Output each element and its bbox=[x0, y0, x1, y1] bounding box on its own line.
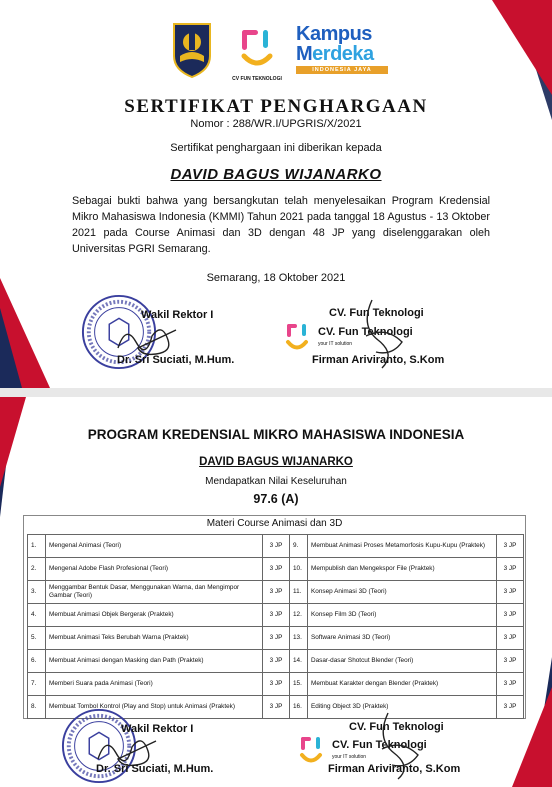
overall-score: 97.6 (A) bbox=[253, 492, 299, 506]
course-hours: 3 JP bbox=[497, 535, 524, 558]
kampus-merdeka-line1: Kampus bbox=[296, 23, 372, 45]
signatory-right-title: CV. Fun Teknologi bbox=[329, 307, 424, 319]
course-hours: 3 JP bbox=[263, 558, 290, 581]
course-materials-title: Materi Course Animasi dan 3D bbox=[206, 518, 343, 529]
certificate-page-back bbox=[0, 397, 552, 787]
kampus-merdeka-line2 bbox=[296, 44, 396, 64]
course-topic: Membuat Tombol Kontrol (Play and Stop) untuk Animasi (Praktek) bbox=[46, 696, 263, 719]
certificate-intro: Sertifikat penghargaan ini diberikan kepada bbox=[170, 142, 382, 154]
signatory-left-name: Dr. Sri Suciati, M.Hum. bbox=[117, 354, 235, 366]
row-number: 5. bbox=[28, 627, 46, 650]
course-hours: 3 JP bbox=[263, 535, 290, 558]
course-hours: 3 JP bbox=[263, 696, 290, 719]
course-topic: Software Animasi 3D (Teori) bbox=[308, 627, 497, 650]
course-materials-table-body bbox=[28, 535, 524, 719]
course-topic: Konsep Animasi 3D (Teori) bbox=[308, 581, 497, 604]
kampus-merdeka-logo bbox=[296, 24, 396, 80]
row-number: 16. bbox=[290, 696, 308, 719]
table-row bbox=[28, 604, 524, 627]
corner-decoration-top-left-red bbox=[0, 397, 26, 487]
fun-teknologi-caption: CV FUN TEKNOLOGI bbox=[232, 76, 282, 82]
row-number: 9. bbox=[290, 535, 308, 558]
fun-stamp-name: CV. Fun Teknologi bbox=[318, 326, 413, 338]
table-row bbox=[28, 627, 524, 650]
header-logos bbox=[170, 20, 410, 85]
table-row bbox=[28, 535, 524, 558]
row-number: 14. bbox=[290, 650, 308, 673]
certificate-page-front bbox=[0, 0, 552, 388]
fun-teknologi-stamp-icon bbox=[282, 322, 312, 356]
table-row bbox=[28, 650, 524, 673]
kampus-merdeka-letter-m: M bbox=[296, 43, 313, 65]
row-number: 3. bbox=[28, 581, 46, 604]
course-topic: Mengenal Animasi (Teori) bbox=[46, 535, 263, 558]
course-hours: 3 JP bbox=[263, 650, 290, 673]
row-number: 10. bbox=[290, 558, 308, 581]
kampus-merdeka-rest: erdeka bbox=[312, 43, 374, 65]
corner-decoration-bottom-left-navy bbox=[0, 308, 22, 388]
fun-stamp-name-back: CV. Fun Teknologi bbox=[332, 739, 427, 751]
signatory-right-name: Firman Ariviranto, S.Kom bbox=[312, 354, 445, 366]
row-number: 4. bbox=[28, 604, 46, 627]
row-number: 13. bbox=[290, 627, 308, 650]
course-hours: 3 JP bbox=[263, 581, 290, 604]
certificate-body: Sebagai bukti bahwa yang bersangkutan telah menyelesaikan Program Kredensial Mikro Mahasiswa Indonesia (KMMI) Tahun 2021 pada tanggal 18 Agustus - 13 Oktober 2021 pada Course Animasi dan 3D dengan 48 JP yang diselenggarakan oleh Universitas PGRI Semarang. bbox=[72, 195, 490, 255]
course-topic: Memberi Suara pada Animasi (Teori) bbox=[46, 673, 263, 696]
row-number: 2. bbox=[28, 558, 46, 581]
row-number: 7. bbox=[28, 673, 46, 696]
signatory-left-title-back: Wakil Rektor I bbox=[121, 723, 194, 735]
row-number: 15. bbox=[290, 673, 308, 696]
certificate-number: Nomor : 288/WR.I/UPGRIS/X/2021 bbox=[190, 118, 362, 130]
course-topic: Membuat Animasi dengan Masking dan Path (Praktek) bbox=[46, 650, 263, 673]
program-title: PROGRAM KREDENSIAL MIKRO MAHASISWA INDONESIA bbox=[87, 427, 465, 442]
course-topic: Membuat Karakter dengan Blender (Praktek) bbox=[308, 673, 497, 696]
row-number: 11. bbox=[290, 581, 308, 604]
score-caption: Mendapatkan Nilai Keseluruhan bbox=[205, 476, 347, 487]
course-hours: 3 JP bbox=[497, 627, 524, 650]
recipient-name-back: DAVID BAGUS WIJANARKO bbox=[199, 456, 353, 468]
signatory-right-title-back: CV. Fun Teknologi bbox=[349, 721, 444, 733]
fun-teknologi-stamp-icon-back bbox=[296, 735, 326, 769]
recipient-name: DAVID BAGUS WIJANARKO bbox=[170, 166, 382, 183]
tut-wuri-handayani-logo bbox=[170, 22, 214, 78]
course-hours: 3 JP bbox=[497, 696, 524, 719]
row-number: 8. bbox=[28, 696, 46, 719]
course-topic: Menggambar Bentuk Dasar, Menggunakan Warna, dan Mengimpor Gambar (Teori) bbox=[46, 581, 263, 604]
course-hours: 3 JP bbox=[497, 673, 524, 696]
certificate-date: Semarang, 18 Oktober 2021 bbox=[206, 272, 346, 284]
table-row bbox=[28, 558, 524, 581]
table-row bbox=[28, 673, 524, 696]
signatory-left-title: Wakil Rektor I bbox=[141, 309, 214, 321]
row-number: 6. bbox=[28, 650, 46, 673]
signatory-left-name-back: Dr. Sri Suciati, M.Hum. bbox=[96, 763, 214, 775]
course-topic: Membuat Animasi Teks Berubah Warna (Praktek) bbox=[46, 627, 263, 650]
course-hours: 3 JP bbox=[263, 673, 290, 696]
row-number: 1. bbox=[28, 535, 46, 558]
fun-stamp-tagline: your IT solution bbox=[318, 341, 353, 347]
course-hours: 3 JP bbox=[497, 650, 524, 673]
course-topic: Membuat Animasi Objek Bergerak (Praktek) bbox=[46, 604, 263, 627]
course-hours: 3 JP bbox=[263, 627, 290, 650]
course-hours: 3 JP bbox=[497, 558, 524, 581]
course-topic: Dasar-dasar Shotcut Blender (Teori) bbox=[308, 650, 497, 673]
table-row bbox=[28, 581, 524, 604]
course-topic: Mempublish dan Mengekspor File (Praktek) bbox=[308, 558, 497, 581]
course-hours: 3 JP bbox=[263, 604, 290, 627]
row-number: 12. bbox=[290, 604, 308, 627]
course-hours: 3 JP bbox=[497, 604, 524, 627]
course-materials-box bbox=[23, 515, 526, 719]
course-topic: Mengenal Adobe Flash Profesional (Teori) bbox=[46, 558, 263, 581]
course-materials-table bbox=[27, 534, 524, 719]
course-topic: Membuat Animasi Proses Metamorfosis Kupu-Kupu (Praktek) bbox=[308, 535, 497, 558]
corner-decoration-top-right-red bbox=[492, 0, 552, 95]
signatory-right-name-back: Firman Ariviranto, S.Kom bbox=[328, 763, 461, 775]
fun-teknologi-logo bbox=[230, 26, 284, 86]
course-hours: 3 JP bbox=[497, 581, 524, 604]
fun-stamp-tagline-back: your IT solution bbox=[332, 754, 367, 760]
certificate-title: SERTIFIKAT PENGHARGAAN bbox=[124, 96, 428, 117]
kampus-merdeka-tagline: INDONESIA JAYA bbox=[296, 66, 388, 74]
fun-teknologi-mark-icon bbox=[230, 26, 284, 72]
course-topic: Editing Object 3D (Praktek) bbox=[308, 696, 497, 719]
course-topic: Konsep Film 3D (Teori) bbox=[308, 604, 497, 627]
